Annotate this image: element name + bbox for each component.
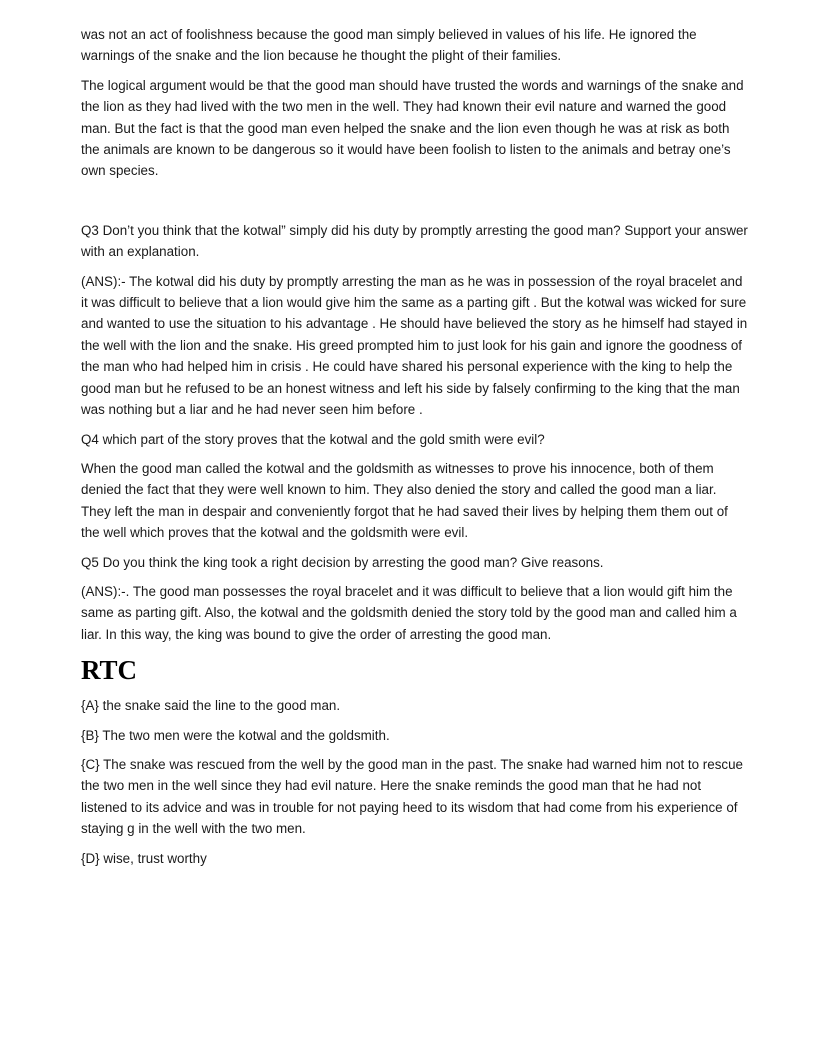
document-page [81,24,749,877]
paragraph-continuation: was not an act of foolishness because the good man simply believed in values of his life. He ignored the warnings of the snake and the lion because he thought the plight of their families. [81,27,697,64]
question-4: Q4 which part of the story proves that the kotwal and the gold smith were evil? [81,431,545,447]
answer-3: (ANS):- The kotwal did his duty by promptly arresting the man as he was in possession of the royal bracelet and it was difficult to believe that a lion would give him the same as a parting gift . But the kotwal was wicked for sure and wanted to use the situation to his advantage . He should have believed the story as he himself had stayed in the well with the lion and the snake. His greed prompted him to just look for his gain and ignore the goodness of the man who had helped him in crisis . He could have shared his personal experience with the king to help the good man but he refused to be an honest witness and left his side by falsely confirming to the king that the man was nothing but a liar and he had never seen him before . [81,273,748,418]
question-5: Q5 Do you think the king took a right decision by arresting the good man? Give reasons. [81,554,604,570]
answer-4: When the good man called the kotwal and the goldsmith as witnesses to prove his innocence, both of them denied the fact that they were well known to him. They also denied the story and called the good man a liar. They left the man in despair and conveniently forgot that he had saved their lives by helping them them out of the well which proves that the kotwal and the goldsmith were evil. [81,460,728,541]
rtc-answer-b: {B} The two men were the kotwal and the goldsmith. [81,727,390,743]
rtc-answer-c: {C} The snake was rescued from the well by the good man in the past. The snake had warned him not to rescue the two men in the well since they had evil nature. Here the snake reminds the good man that he had not listened to its advice and was in trouble for not paying heed to its wisdom that had come from his experience of staying g in the well with the two men. [81,756,743,837]
rtc-heading: RTC [81,655,138,686]
paragraph-logical-argument: The logical argument would be that the good man should have trusted the words and warnings of the snake and the lion as they had lived with the two men in the well. They had known their evil nature and warned the good man. But the fact is that the good man even helped the snake and the lion even though he was at risk as both the animals are known to be dangerous so it would have been foolish to listen to the animals and betray one’s own species. [81,77,744,179]
question-3: Q3 Don’t you think that the kotwal” simply did his duty by promptly arresting the good man? Support your answer with an explanation. [81,222,748,260]
rtc-answer-d: {D} wise, trust worthy [81,850,207,866]
answer-5: (ANS):-. The good man possesses the royal bracelet and it was difficult to believe that a lion would gift him the same as parting gift. Also, the kotwal and the goldsmith denied the story told by the good man and called him a liar. In this way, the king was bound to give the order of arresting the good man. [81,583,737,642]
blank-space [81,190,749,220]
rtc-answer-a: {A} the snake said the line to the good man. [81,698,341,714]
